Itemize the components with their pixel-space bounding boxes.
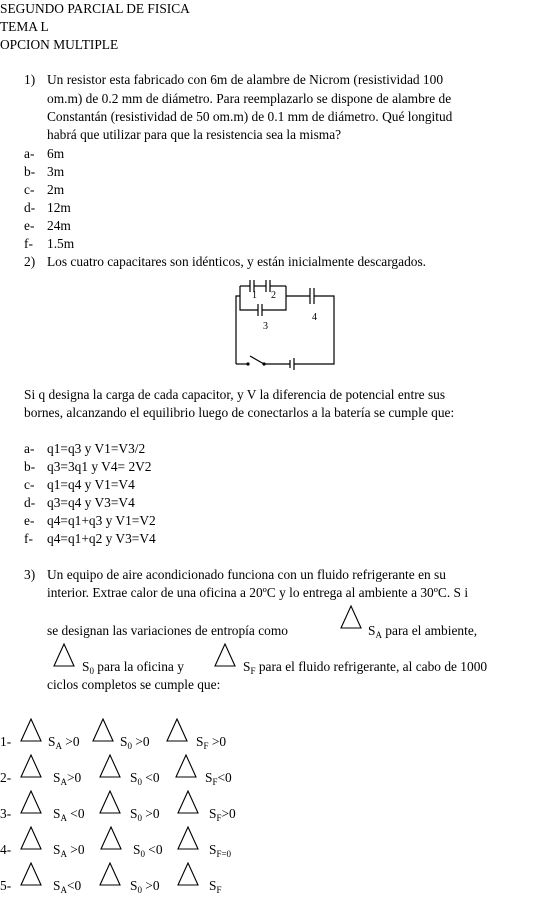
entropy-term: $S_F >0$ (196, 734, 227, 751)
q1-option-letter: f- (24, 236, 33, 251)
q1-option-text: 2m (47, 182, 65, 197)
q3-option-number: 1- (0, 734, 12, 749)
q2-option-letter: a- (24, 441, 35, 456)
capacitor-3-label: 3 (263, 321, 268, 332)
q2-number: 2) (24, 254, 36, 269)
delta-triangle-icon (99, 862, 121, 886)
q2-option-text: q4=q1+q3 y V1=V2 (47, 513, 156, 528)
q3-line: se designan las variaciones de entropía como (47, 623, 288, 638)
exam-theme: TEMA L (0, 19, 49, 34)
capacitor-4-label: 4 (312, 312, 317, 323)
entropy-term: $S_A <0$ (53, 806, 85, 823)
delta-triangle-icon (177, 826, 199, 850)
entropy-term: $S_A<0$ (53, 878, 82, 895)
delta-triangle-icon (20, 718, 42, 742)
q2-option-text: q3=3q1 y V4= 2V2 (47, 459, 152, 474)
q2-option-letter: e- (24, 513, 35, 528)
q2-paragraph: bornes, alcanzando el equilibrio luego de conectarlos a la batería se cumple que: (24, 405, 455, 420)
q1-option-letter: c- (24, 182, 35, 197)
q1-number: 1) (24, 72, 36, 87)
delta-triangle-icon (20, 862, 42, 886)
q3-line: Un equipo de aire acondicionado funciona con un fluido refrigerante en su (47, 567, 446, 582)
delta-triangle-icon (99, 754, 121, 778)
delta-triangle-icon (214, 643, 236, 667)
capacitor-2-label: 2 (271, 290, 276, 301)
delta-triangle-icon (53, 643, 75, 667)
entropy-term: $S_0 >0$ (120, 734, 150, 751)
entropy-term: $S_F<0$ (205, 770, 232, 787)
q3-option-number: 2- (0, 770, 12, 785)
q1-option-letter: e- (24, 218, 35, 233)
entropy-term: $S_A >0$ (53, 842, 85, 859)
q1-line: habrá que utilizar para que la resistencia sea la misma? (47, 127, 342, 142)
delta-triangle-icon (99, 790, 121, 814)
delta-triangle-icon (177, 862, 199, 886)
switch-contact (246, 362, 249, 365)
q3-line3-tail: $S_A$ para el ambiente, (368, 623, 478, 640)
q1-option-text: 6m (47, 146, 65, 161)
q1-option-text: 12m (47, 200, 71, 215)
q2-option-text: q3=q4 y V3=V4 (47, 495, 135, 510)
entropy-term: $S_F$ (209, 878, 222, 895)
entropy-term: $S_F>0$ (209, 806, 236, 823)
entropy-term: $S_0 <0$ (133, 842, 163, 859)
q1-line: Un resistor esta fabricado con 6m de alambre de Nicrom (resistividad 100 (47, 72, 444, 87)
q1-line: om.m) de 0.2 mm de diámetro. Para reemplazarlo se dispone de alambre de (47, 91, 452, 106)
capacitor-circuit-diagram (230, 276, 342, 370)
entropy-term: $S_A>0$ (53, 770, 82, 787)
q1-option-letter: b- (24, 164, 36, 179)
switch-contact (262, 362, 265, 365)
entropy-term: $S_0 >0$ (130, 878, 160, 895)
q2-option-letter: c- (24, 477, 35, 492)
entropy-term: $S_0 <0$ (130, 770, 160, 787)
q2-option-letter: d- (24, 495, 36, 510)
exam-title: SEGUNDO PARCIAL DE FISICA (0, 1, 190, 16)
q2-paragraph: Si q designa la carga de cada capacitor, y V la diferencia de potencial entre sus (24, 387, 446, 402)
capacitor-1-label: 1 (252, 290, 257, 301)
q1-option-text: 3m (47, 164, 65, 179)
q3-option-number: 4- (0, 842, 12, 857)
q2-option-letter: b- (24, 459, 36, 474)
q2-statement: Los cuatro capacitares son idénticos, y están inicialmente descargados. (47, 254, 427, 269)
q2-option-text: q4=q1+q2 y V3=V4 (47, 531, 156, 546)
q3-line: interior. Extrae calor de una oficina a 20ºC y lo entrega al ambiente a 30ºC. S i (47, 585, 469, 600)
entropy-term: $S_A >0$ (48, 734, 80, 751)
q1-option-letter: d- (24, 200, 36, 215)
q2-option-text: q1=q4 y V1=V4 (47, 477, 135, 492)
q1-option-text: 24m (47, 218, 71, 233)
q1-option-letter: a- (24, 146, 35, 161)
q2-option-text: q1=q3 y V1=V3/2 (47, 441, 146, 456)
delta-triangle-icon (92, 718, 114, 742)
q3-option-number: 5- (0, 878, 12, 893)
delta-triangle-icon (166, 718, 188, 742)
q3-number: 3) (24, 567, 36, 582)
delta-triangle-icon (177, 790, 199, 814)
delta-triangle-icon (20, 826, 42, 850)
entropy-term: $S_0 >0$ (130, 806, 160, 823)
delta-triangle-icon (175, 754, 197, 778)
q1-line: Constantán (resistividad de 50 om.m) de 0.1 mm de diámetro. Qué longitud (47, 109, 453, 124)
q3-line4-a: $S_0$ para la oficina y (82, 659, 184, 676)
entropy-term: $S_{F=0}$ (209, 842, 232, 859)
q3-line: ciclos completos se cumple que: (47, 677, 221, 692)
delta-triangle-icon (20, 790, 42, 814)
delta-triangle-icon (100, 826, 122, 850)
q2-option-letter: f- (24, 531, 33, 546)
delta-triangle-icon (20, 754, 42, 778)
q1-option-text: 1.5m (47, 236, 75, 251)
q3-option-number: 3- (0, 806, 12, 821)
exam-section: OPCION MULTIPLE (0, 37, 119, 52)
q3-line4-b: $S_F$ para el fluido refrigerante, al cabo de 1000 (243, 659, 488, 676)
delta-triangle-icon (340, 605, 362, 629)
